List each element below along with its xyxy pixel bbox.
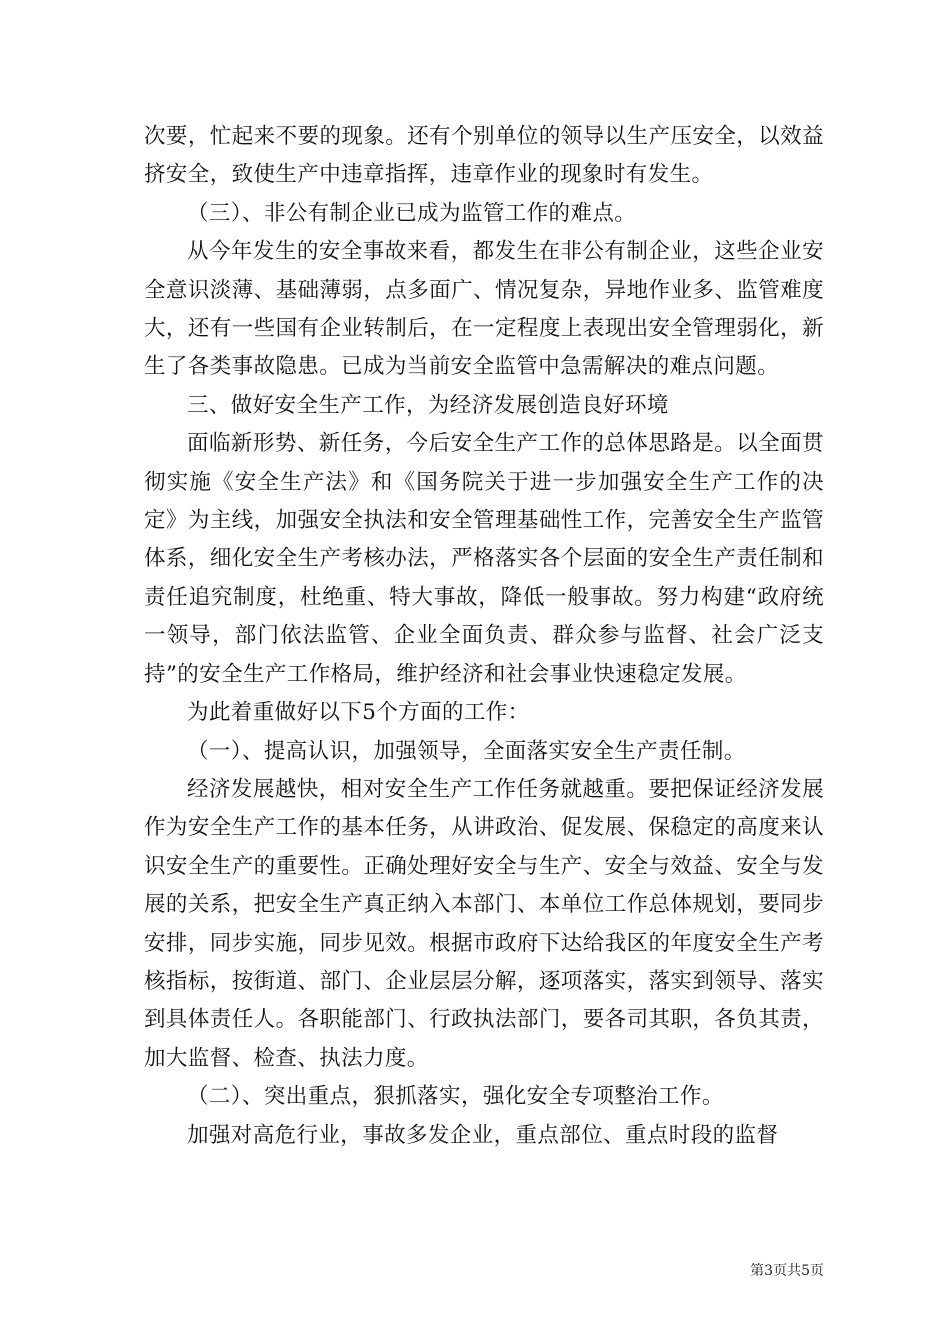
paragraph-non-public-enterprises: 从今年发生的安全事故来看，都发生在非公有制企业，这些企业安全意识淡薄、基础薄弱，点多面广、情况复杂，异地作业多、监管难度大，还有一些国有企业转制后，在一定程度上表现出安全管理弱化，新生了各类事故隐患。已成为当前安全监管中急需解决的难点问题。	[144, 239, 824, 380]
subheading-one: （一）、提高认识，加强领导，全面落实安全生产责任制。	[187, 738, 746, 764]
paragraph-supervision-start: 加强对高危行业，事故多发企业，重点部位、重点时段的监督	[187, 1122, 779, 1148]
paragraph-five-aspects: 为此着重做好以下5个方面的工作：	[187, 700, 530, 726]
subheading-three: （三）、非公有制企业已成为监管工作的难点。	[187, 200, 637, 226]
paragraph-overall-approach: 面临新形势、新任务，今后安全生产工作的总体思路是。以全面贯彻实施《安全生产法》和《国务院关于进一步加强安全生产工作的决定》为主线，加强安全执法和安全管理基础性工作，完善安全生产监管体系，细化安全生产考核办法，严格落实各个层面的安全生产责任制和责任追究制度，杜绝重、特大事故，降低一般事故。努力构建“政府统一领导，部门依法监管、企业全面负责、群众参与监督、社会广泛支持”的安全生产工作格局，维护经济和社会事业快速稳定发展。	[144, 431, 824, 687]
paragraph-responsibility: 经济发展越快，相对安全生产工作任务就越重。要把保证经济发展作为安全生产工作的基本任务，从讲政治、促发展、保稳定的高度来认识安全生产的重要性。正确处理好安全与生产、安全与效益、安全与发展的关系，把安全生产真正纳入本部门、本单位工作总体规划，要同步安排，同步实施，同步见效。根据市政府下达给我区的年度安全生产考核指标，按街道、部门、企业层层分解，逐项落实，落实到领导、落实到具体责任人。各职能部门、行政执法部门，要各司其职，各负其责，加大监督、检查、执法力度。	[144, 776, 824, 1071]
document-body	[144, 118, 824, 1155]
paragraph-continuation: 次要，忙起来不要的现象。还有个别单位的领导以生产压安全，以效益挤安全，致使生产中违章指挥，违章作业的现象时有发生。	[144, 124, 824, 188]
subheading-two: （二）、突出重点，狠抓落实，强化安全专项整治工作。	[187, 1084, 724, 1110]
page-number: 第3页共5页	[750, 1263, 824, 1279]
section-heading-three: 三、做好安全生产工作，为经济发展创造良好环境	[187, 392, 669, 418]
